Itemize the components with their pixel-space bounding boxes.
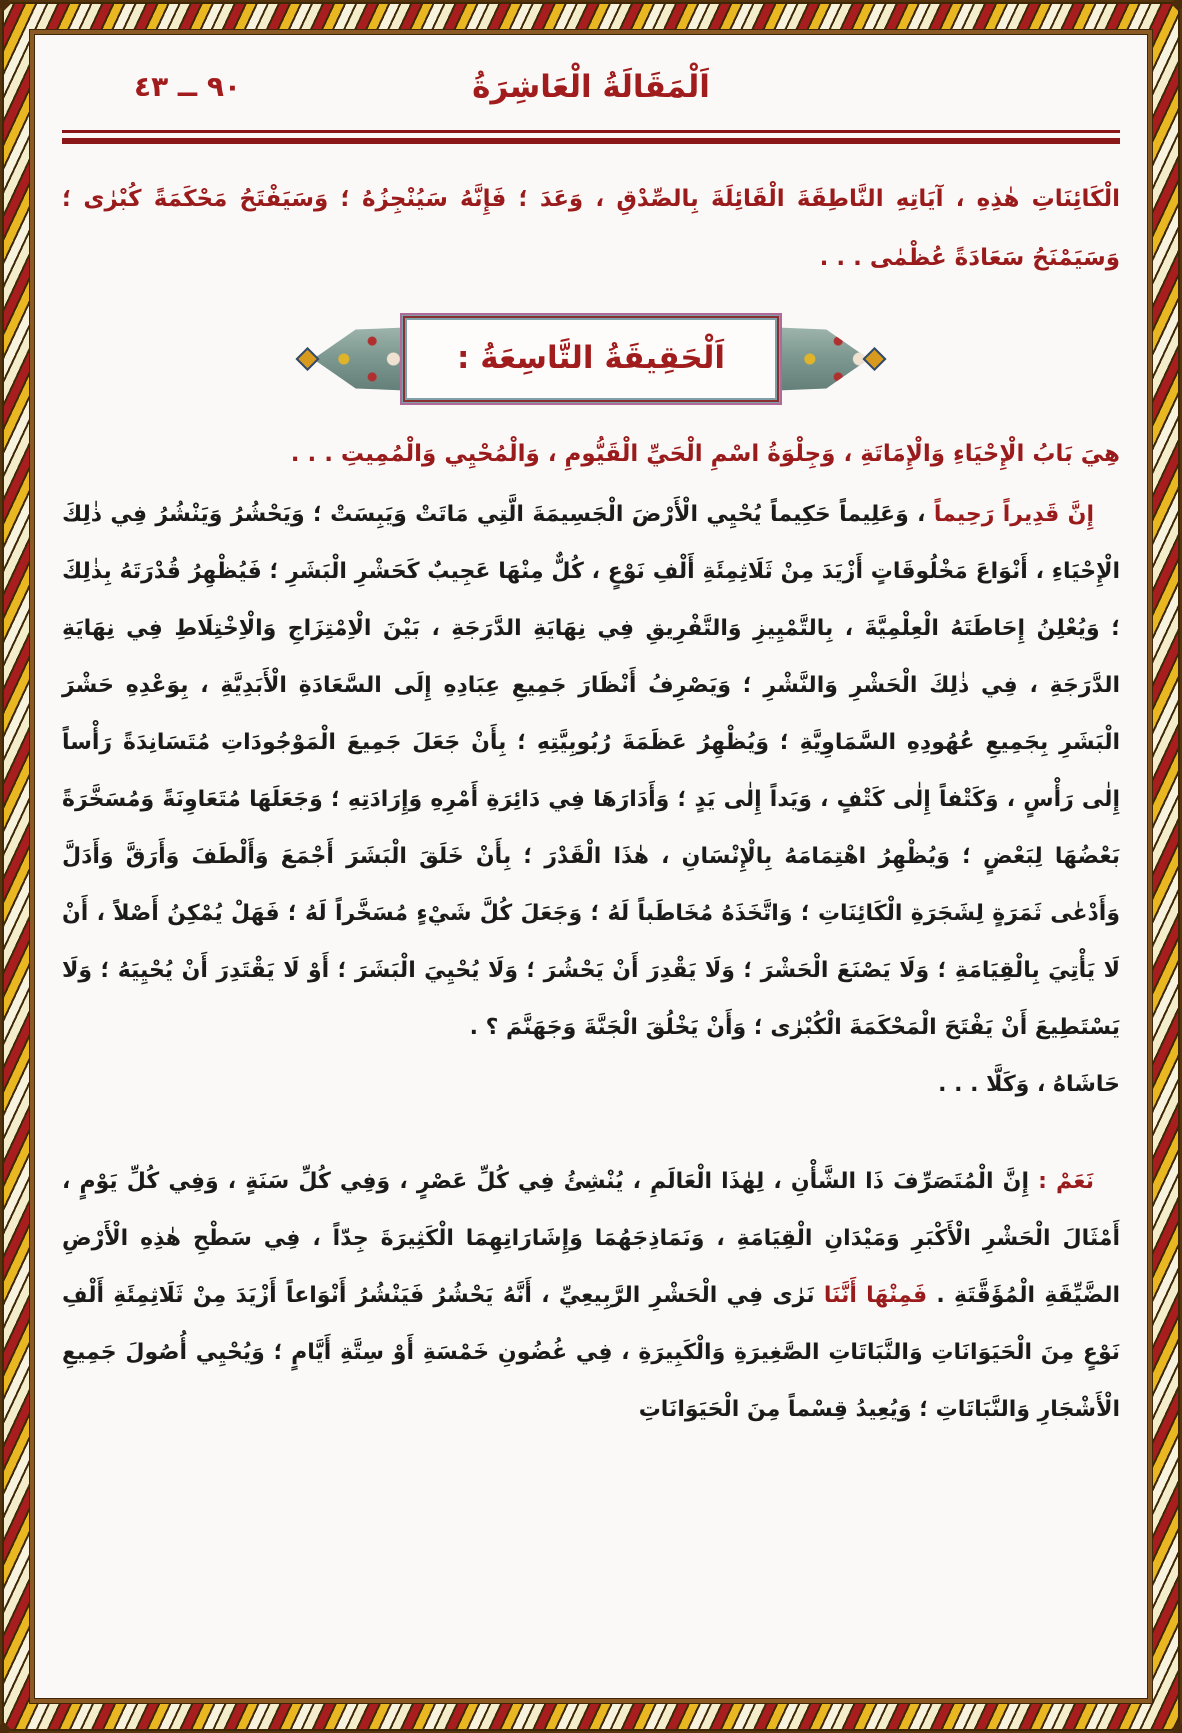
section-title-banner [62,304,1120,414]
header-double-rule [62,130,1120,144]
floral-ornament-left-icon [299,323,417,395]
floral-ornament-right-icon [765,323,883,395]
section-title-box [403,316,779,402]
diamond-tip-icon [295,347,319,371]
body-paragraph-1 [62,486,1120,1056]
paragraph-lead-red: إِنَّ قَدِيراً رَحِيماً [933,502,1094,527]
aside-line: حَاشَاهُ ، وَكَلَّا . . . [938,1072,1120,1097]
paragraph-lead-red: نَعَمْ : [1038,1169,1094,1194]
section-subtitle: هِيَ بَابُ الْإِحْيَاءِ وَالْإِمَاتَةِ ، وَجِلْوَةُ اسْمِ الْحَيِّ الْقَيُّومِ ، وَالْمُحْيِي وَالْمُمِيتِ . . . [290,441,1120,467]
paragraph-text: نَرٰى فِي الْحَشْرِ الرَّبِيعِيِّ ، أَنَّهُ يَحْشُرُ فَيَنْشُرُ أَنْوَاعاً أَزْيَدَ مِنْ ثَلَاثِمِئَةِ أَلْفِ نَوْعٍ مِنَ الْحَيَوَانَاتِ وَالنَّبَاتَاتِ الصَّغِيرَةِ وَالْكَبِيرَةِ ، فِي غُضُونِ خَمْسَةِ أَوْ سِتَّةِ أَيَّامٍ ؛ وَيُحْيِي أُصُولَ جَمِيعِ الْأَشْجَارِ وَالنَّبَاتَاتِ ؛ وَيُعِيدُ قِسْماً مِنَ الْحَيَوَانَاتِ [62,1283,1120,1422]
paragraph-text: إِنَّ الْمُتَصَرِّفَ ذَا الشَّأْنِ ، لِهٰذَا الْعَالَمِ ، يُنْشِئُ فِي كُلِّ عَصْرٍ ، وَفِي كُلِّ سَنَةٍ ، وَفِي كُلِّ يَوْمٍ ، أَمْثَالَ الْحَشْرِ الْأَكْبَرِ وَمَيْدَانِ الْقِيَامَةِ ، وَنَمَاذِجَهُمَا وَإِشَارَاتِهِمَا الْكَثِيرَةَ جِدّاً ، فِي سَطْحِ هٰذِهِ الْأَرْضِ الضَّيِّقَةِ الْمُؤَقَّتَةِ . [62,1169,1120,1308]
intro-paragraph: الْكَائِنَاتِ هٰذِهِ ، آيَاتِهِ النَّاطِقَةَ الْقَائِلَةَ بِالصِّدْقِ ، وَعَدَ ؛ فَإِنَّهُ سَيُنْجِزُهُ ؛ وَسَيَفْتَحُ مَحْكَمَةً كُبْرٰى ؛ وَسَيَمْنَحُ سَعَادَةً عُظْمٰى . . . [62,186,1120,271]
page-sheet [30,30,1152,1703]
section-title: اَلْحَقِيقَةُ التَّاسِعَةُ : [457,340,726,377]
page-title: اَلْمَقَالَةُ الْعَاشِرَةُ [472,69,710,105]
paragraph-text: ، وَعَلِيماً حَكِيماً يُحْيِي الْأَرْضَ الْجَسِيمَةَ الَّتِي مَاتَتْ وَيَبِسَتْ ؛ وَيَحْشُرُ وَيَنْشُرُ فِي ذٰلِكَ الْإِحْيَاءِ ، أَنْوَاعَ مَخْلُوقَاتٍ أَزْيَدَ مِنْ ثَلَاثِمِئَةِ أَلْفِ نَوْعٍ ، كُلٌّ مِنْهَا عَجِيبٌ كَحَشْرِ الْبَشَرِ ؛ فَيُظْهِرُ قُدْرَتَهُ بِذٰلِكَ ؛ وَيُعْلِنُ إِحَاطَتَهُ الْعِلْمِيَّةَ ، بِالتَّمْيِيزِ وَالتَّفْرِيقِ فِي نِهَايَةِ الدَّرَجَةِ ، بَيْنَ الْاِمْتِزَاجِ وَالْاِخْتِلَاطِ فِي نِهَايَةِ الدَّرَجَةِ ، فِي ذٰلِكَ الْحَشْرِ وَالنَّشْرِ ؛ وَيَصْرِفُ أَنْظَارَ جَمِيعِ عِبَادِهِ إِلَى السَّعَادَةِ الْأَبَدِيَّةِ ، بِوَعْدِهِ حَشْرَ الْبَشَرِ بِجَمِيعِ عُهُودِهِ السَّمَاوِيَّةِ ؛ وَيُظْهِرُ عَظَمَةَ رُبُوبِيَّتِهِ ؛ بِأَنْ جَعَلَ جَمِيعَ الْمَوْجُودَاتِ مُتَسَانِدَةً رَأْساً إِلٰى رَأْسٍ ، وَكَتْفاً إِلٰى كَتْفٍ ، وَيَداً إِلٰى يَدٍ ؛ وَأَدَارَهَا فِي دَائِرَةِ أَمْرِهِ وَإِرَادَتِهِ ؛ وَجَعَلَهَا مُتَعَاوِنَةً وَمُسَخَّرَةً بَعْضُهَا لِبَعْضٍ ؛ وَيُظْهِرُ اهْتِمَامَهُ بِالْإِنْسَانِ ، هٰذَا الْقَدْرَ ؛ بِأَنْ خَلَقَ الْبَشَرَ أَجْمَعَ وَأَلْطَفَ وَأَرَقَّ وَأَدَلَّ وَأَدْعٰى ثَمَرَةٍ لِشَجَرَةِ الْكَائِنَاتِ ؛ وَاتَّخَذَهُ مُخَاطَباً لَهُ ؛ وَجَعَلَ كُلَّ شَيْءٍ مُسَخَّراً لَهُ ؛ فَهَلْ يُمْكِنُ أَصْلاً ، أَنْ لَا يَأْتِيَ بِالْقِيَامَةِ ؛ وَلَا يَصْنَعَ الْحَشْرَ ؛ وَلَا يَقْدِرَ أَنْ يَحْشُرَ ؛ وَلَا يُحْيِيَ الْبَشَرَ ؛ أَوْ لَا يَقْتَدِرَ أَنْ يُحْيِيَهُ ؛ وَلَا يَسْتَطِيعَ أَنْ يَفْتَحَ الْمَحْكَمَةَ الْكُبْرٰى ؛ وَأَنْ يَخْلُقَ الْجَنَّةَ وَجَهَنَّمَ ؟ . [62,502,1120,1040]
paragraph-emphasis-red: فَمِنْهَا أَنَّنَا [823,1283,928,1308]
body-paragraph-2 [62,1153,1120,1438]
page-header [62,58,1120,120]
diamond-tip-icon [862,347,886,371]
page-number: ٩٠ ــ ٤٣ [134,70,242,103]
ornamental-border [2,2,1180,1731]
